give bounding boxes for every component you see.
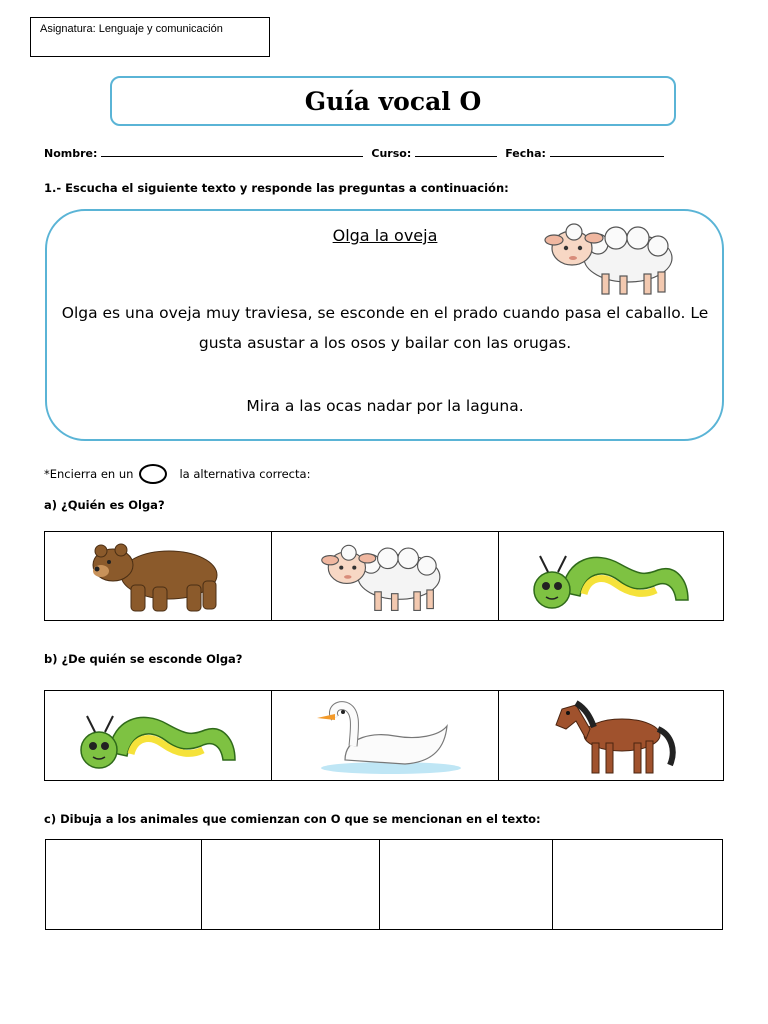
drawing-box-3[interactable]	[380, 840, 553, 930]
date-field[interactable]	[550, 146, 664, 157]
caterpillar-icon	[73, 700, 243, 772]
date-label: Fecha:	[505, 147, 546, 160]
question-a-options	[44, 531, 724, 621]
course-label: Curso:	[371, 147, 412, 160]
option-b-caterpillar[interactable]	[45, 691, 272, 781]
question-b-options	[44, 690, 724, 781]
name-field[interactable]	[101, 146, 363, 157]
student-info-line	[44, 146, 724, 160]
horse-icon	[536, 695, 686, 777]
option-b-horse[interactable]	[499, 691, 724, 781]
question-c: c) Dibuja a los animales que comienzan con O que se mencionan en el texto:	[44, 812, 541, 826]
option-a-sheep[interactable]	[272, 532, 499, 621]
story-title: Olga la oveja	[332, 226, 438, 245]
question-a: a) ¿Quién es Olga?	[44, 498, 165, 512]
sheep-icon	[315, 536, 455, 616]
circle-instruction-before: *Encierra en un	[44, 467, 134, 481]
story-text: Olga es una oveja muy traviesa, se esconde en el prado cuando pasa el caballo. Le gusta asustar a los osos y bailar con las orugas.	[61, 304, 709, 352]
title-box	[110, 76, 676, 126]
sheep-icon	[538, 214, 688, 300]
instruction-1: 1.- Escucha el siguiente texto y responde las preguntas a continuación:	[44, 181, 509, 195]
circle-instruction	[44, 464, 310, 484]
page-title: Guía vocal O	[304, 86, 482, 116]
name-label: Nombre:	[44, 147, 98, 160]
subject-label: Asignatura: Lenguaje y comunicación	[40, 23, 223, 35]
course-field[interactable]	[415, 146, 497, 157]
drawing-boxes	[45, 839, 723, 930]
subject-box	[30, 17, 270, 57]
option-b-goose[interactable]	[272, 691, 499, 781]
drawing-box-4[interactable]	[553, 840, 723, 930]
option-a-bear[interactable]	[45, 532, 272, 621]
bear-icon	[83, 535, 233, 617]
option-a-caterpillar[interactable]	[499, 532, 724, 621]
circle-shape-icon	[139, 464, 167, 484]
drawing-box-1[interactable]	[46, 840, 202, 930]
question-b: b) ¿De quién se esconde Olga?	[44, 652, 243, 666]
goose-icon	[305, 696, 465, 776]
story-text-2: Mira a las ocas nadar por la laguna.	[246, 397, 524, 415]
caterpillar-icon	[526, 540, 696, 612]
drawing-box-2[interactable]	[202, 840, 380, 930]
circle-instruction-after: la alternativa correcta:	[179, 467, 311, 481]
